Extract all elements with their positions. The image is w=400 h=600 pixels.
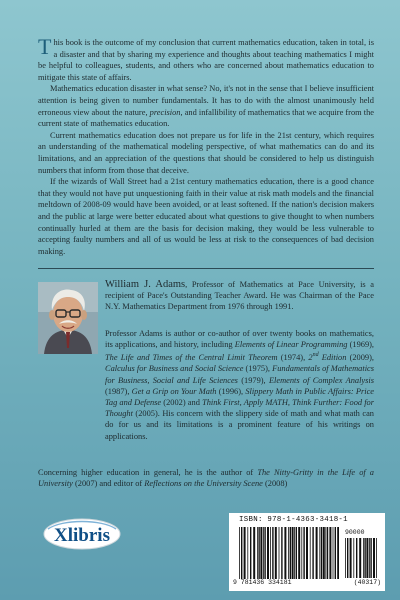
barcode-bar (310, 527, 311, 579)
barcode-bar (281, 527, 282, 579)
bio-run: Elements of Linear Programming (234, 340, 348, 350)
barcode-bar (319, 527, 320, 579)
barcode-bar (363, 538, 364, 578)
author-intro-paragraph (105, 279, 374, 313)
barcode-bar (370, 538, 371, 578)
barcode-bar (253, 527, 255, 579)
price-code: (40317) (353, 579, 381, 586)
barcode-bar (272, 527, 273, 579)
barcode-bar (316, 527, 318, 579)
barcode-bar (290, 527, 291, 579)
barcode-bar (292, 527, 294, 579)
bio-run: (1975), (243, 364, 273, 374)
closing-run: (2008) (262, 479, 288, 489)
bio-run: Edition (318, 353, 347, 363)
barcode-addon-digits: 90000 (345, 529, 365, 536)
barcode-bar (359, 538, 361, 578)
bio-run: nd (312, 352, 319, 359)
author-name: William J. Adams (105, 279, 186, 290)
barcode-bar (239, 527, 240, 579)
intro-text (38, 34, 374, 257)
author-closing-paragraph (38, 467, 374, 489)
barcode-bar (335, 527, 336, 579)
publisher-logo-text: Xlibris (54, 525, 110, 546)
barcode-bar (301, 527, 302, 579)
drop-cap: T (38, 34, 52, 59)
barcode-bar (329, 527, 331, 579)
barcode-bar (369, 538, 370, 578)
bio-run: (2005). His concern with the slippery side of math and what math can do for us and its limitations is a prominent feature of his writings on applications. (105, 409, 374, 441)
barcode-bar (267, 527, 269, 579)
author-intro-text: , Professor of Mathematics at Pace University, is a recipient of Pace's Outstanding Teacher Award. He was Chairman of the Pace N.Y. Mathematics Department from 1976 through 1991. (105, 280, 374, 312)
barcode-bar (288, 527, 289, 579)
intro-paragraph-4: If the wizards of Wall Street had a 21st century mathematics education, there is a good chance that they would not have put unquestioning faith in their value at risk math models and the financial meltdown of 2008-09 would have been avoided, or at least softened. If the nation's decision makers and the public at large were better educated about what questions to give thought to when numbers continually hurled at them are the basis for decision making, they would be less vulnerable to accepting faulty numbers and all of us would be less at risk to the consequences of bad decision making. (38, 177, 374, 256)
barcode-bar (366, 538, 368, 578)
barcode-bar (279, 527, 280, 579)
intro-paragraph-2-text-a: Mathematics education disaster in what sense? No, it's not in the sense that I believe insufficient attention is being given to number fundamentals. It has to do with the almost unanimously held erroneous view about the nature, (38, 84, 374, 117)
author-closing (38, 467, 374, 489)
barcode-bar (347, 538, 348, 578)
barcode-bar (284, 527, 286, 579)
ean-digits: 9 781436 334181 (233, 579, 292, 586)
intro-paragraph-1-text: his book is the outcome of my conclusion that current mathematics education, taken in total, is a disaster and that by sharing my experience and thoughts about teaching mathematics I might be helpful to colleagues, students, and others who are concerned about mathematics education to mitigate this state of affairs. (38, 38, 374, 82)
author-bio (105, 328, 374, 442)
publisher-logo (42, 517, 122, 551)
bio-run: (1969), (347, 340, 375, 350)
barcode-bar (294, 527, 295, 579)
bio-run: Slippery Math in Public Affairs: Price Tag and Defense (105, 386, 375, 408)
bio-run: (2002) and (161, 398, 203, 408)
barcode-bar (333, 527, 334, 579)
intro-paragraph-1 (38, 34, 374, 83)
bio-run: 2 (308, 353, 313, 363)
bio-run: Fundamentals of Mathematics for Business, Social and Life Sciences (105, 364, 374, 385)
isbn-barcode (229, 513, 385, 591)
addon-barcode-bars (345, 538, 379, 578)
barcode-bar (306, 527, 308, 579)
barcode-bar (257, 527, 258, 579)
barcode-bar (373, 538, 375, 578)
bio-run: (1979), (237, 375, 269, 385)
bio-run: Professor Adams is author or co-author of over twenty books on mathematics, its applications, and history, including (105, 329, 374, 350)
barcode-bar (323, 527, 325, 579)
bio-run: Get a Grip on Your Math (131, 386, 217, 396)
barcode-bar (260, 527, 262, 579)
barcode-bar (321, 527, 322, 579)
closing-run: The Nitty-Gritty in the Life of a University (38, 468, 374, 489)
closing-run: Reflections on the University Scene (144, 479, 263, 489)
bio-run: Calculus for Business and Social Science (105, 364, 244, 374)
barcode-bar (350, 538, 352, 578)
barcode-bar (275, 527, 277, 579)
closing-run: (2007) and editor of (72, 479, 145, 489)
author-photo (38, 282, 98, 354)
barcode-bar (263, 527, 264, 579)
barcode-bar (264, 527, 265, 579)
barcode-bar (296, 527, 297, 579)
barcode-bar (241, 527, 242, 579)
author-portrait-image (38, 282, 98, 354)
barcode-bar (353, 538, 354, 578)
bio-run: (2009), (346, 353, 375, 363)
intro-paragraph-2-text-b: , and infallibility of mathematics that we acquire from the current state of mathematics education. (38, 107, 374, 129)
barcode-bar (364, 538, 365, 578)
author-intro (105, 279, 374, 313)
barcode-bar (247, 527, 248, 579)
barcode-bar (250, 527, 251, 579)
bio-run: Elements of Complex Analysis (268, 375, 374, 385)
intro-paragraph-3: Current mathematics education does not prepare us for life in the 21st century, which requires an understanding of the mathematical modeling perspective, of what mathematics can do and its limitations, and an appreciation of the questions that should be considered to help us distinguish numbers that inform from those that deceive. (38, 130, 374, 175)
barcode-bar (325, 527, 326, 579)
barcode-bar (337, 527, 339, 579)
barcode-bar (345, 538, 346, 578)
barcode-bar (327, 527, 328, 579)
intro-paragraph-2-emphasis: precision (149, 107, 181, 117)
barcode-bar (356, 538, 357, 578)
section-divider (38, 268, 374, 269)
intro-paragraph-2 (38, 83, 374, 129)
bio-run: (1974), (277, 353, 309, 363)
closing-run: Concerning higher education in general, he is the author of (38, 468, 258, 477)
bio-run: (1996), (216, 386, 246, 396)
barcode-bar (303, 527, 304, 579)
ean-barcode-bars (239, 527, 339, 579)
barcode-bar (270, 527, 271, 579)
barcode-bar (376, 538, 377, 578)
bio-run: The Life and Times of the Central Limit Theorem (105, 353, 278, 363)
xlibris-logo-icon (42, 517, 122, 551)
barcode-bar (244, 527, 246, 579)
barcode-bar (298, 527, 300, 579)
bio-run: (1987), (105, 386, 132, 396)
barcode-bar (258, 527, 259, 579)
author-bio-paragraph (105, 328, 374, 442)
bio-run: Think First, Apply MATH, Think Further: Food for Thought (105, 398, 375, 419)
isbn-label: ISBN: 978-1-4363-3418-1 (239, 516, 348, 524)
barcode-bar (312, 527, 313, 579)
